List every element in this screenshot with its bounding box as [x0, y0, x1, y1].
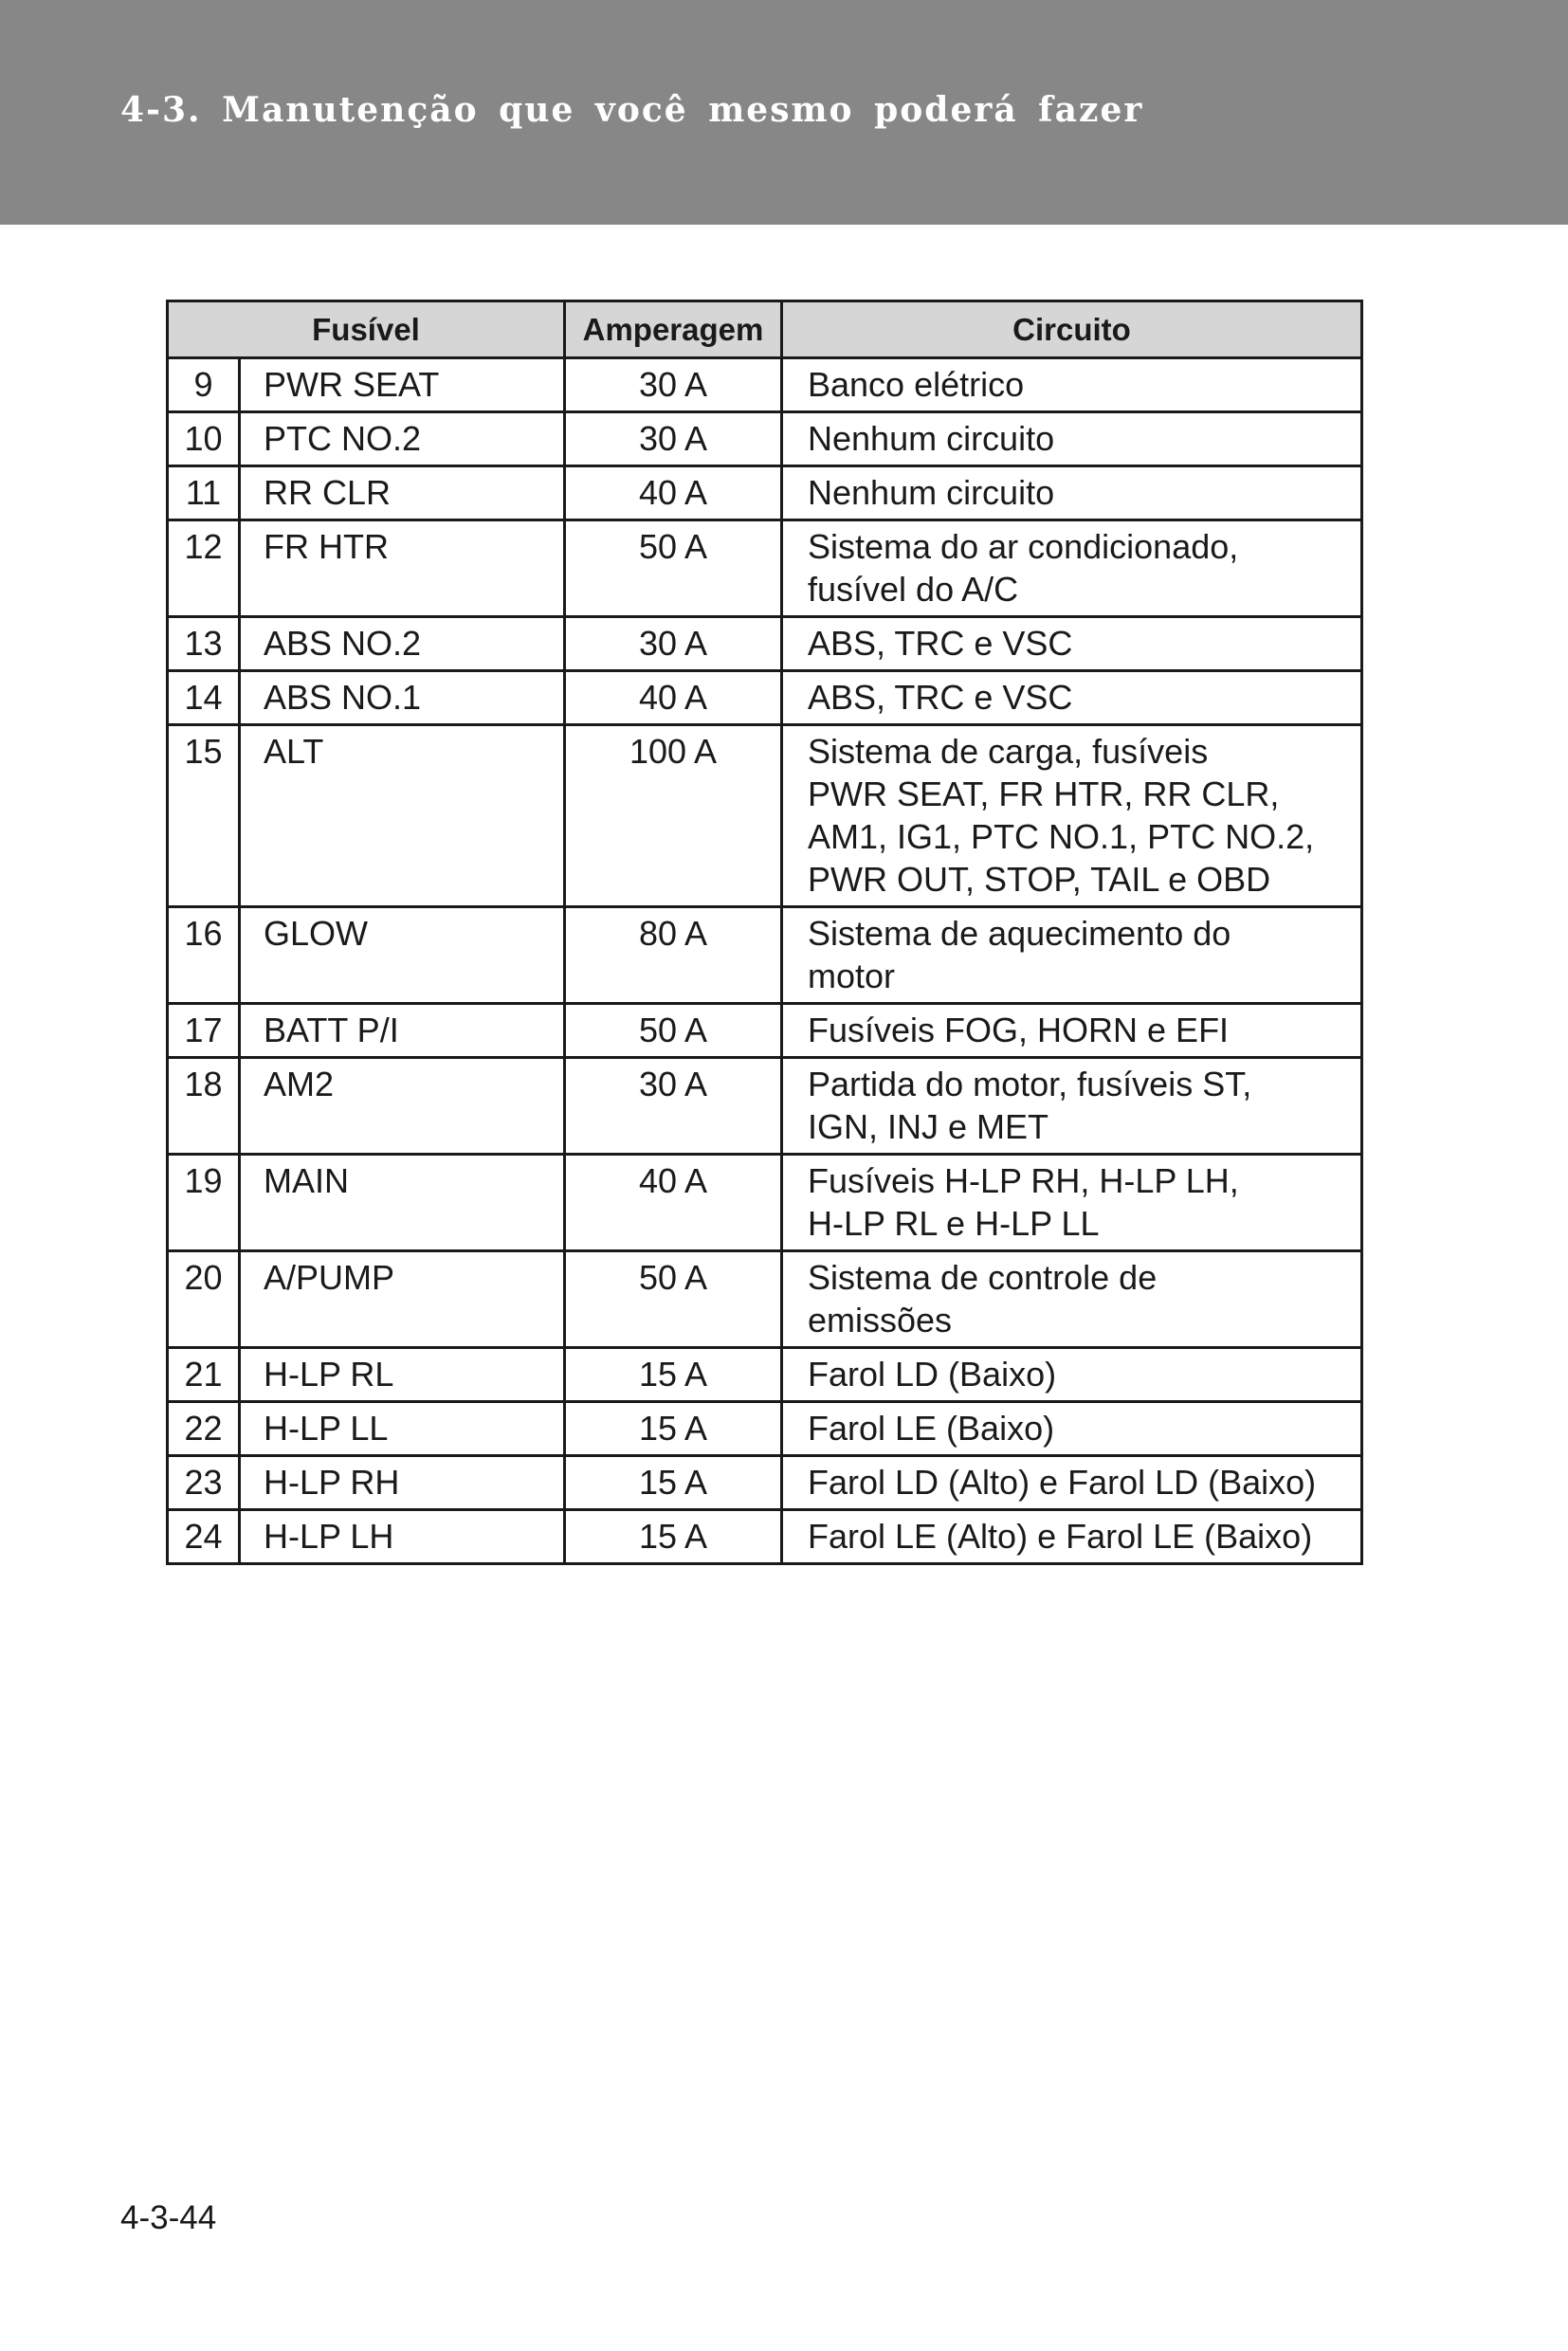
- circuit-line: Partida do motor, fusíveis ST,: [808, 1065, 1252, 1103]
- amperage-cell: 15 A: [565, 1510, 782, 1564]
- amperage-cell: 40 A: [565, 466, 782, 520]
- table-row: [168, 1456, 1362, 1510]
- amperage-cell: 80 A: [565, 907, 782, 1004]
- fuse-table: [166, 300, 1363, 1565]
- circuit-line: Farol LE (Alto) e Farol LE (Baixo): [808, 1517, 1313, 1556]
- fuse-name-cell: H-LP RH: [240, 1456, 565, 1510]
- fuse-name-cell: PWR SEAT: [240, 358, 565, 412]
- amperage-cell: 30 A: [565, 1058, 782, 1155]
- circuit-line: PWR SEAT, FR HTR, RR CLR,: [808, 775, 1280, 813]
- fuse-number-cell: 24: [168, 1510, 240, 1564]
- fuse-name-cell: ALT: [240, 725, 565, 907]
- circuit-line: emissões: [808, 1301, 953, 1340]
- circuit-cell: [782, 1251, 1362, 1348]
- circuit-cell: [782, 358, 1362, 412]
- circuit-cell: [782, 725, 1362, 907]
- table-body: [168, 358, 1362, 1564]
- circuit-cell: [782, 907, 1362, 1004]
- fuse-name-cell: GLOW: [240, 907, 565, 1004]
- fuse-number-cell: 16: [168, 907, 240, 1004]
- fuse-name-cell: BATT P/I: [240, 1004, 565, 1058]
- amperage-cell: 30 A: [565, 358, 782, 412]
- circuit-line: Fusíveis H-LP RH, H-LP LH,: [808, 1161, 1239, 1200]
- fuse-number-cell: 20: [168, 1251, 240, 1348]
- circuit-line: Fusíveis FOG, HORN e EFI: [808, 1011, 1230, 1049]
- amperage-cell: 50 A: [565, 1004, 782, 1058]
- fuse-number-cell: 14: [168, 671, 240, 725]
- fuse-name-cell: ABS NO.1: [240, 671, 565, 725]
- circuit-line: PWR OUT, STOP, TAIL e OBD: [808, 860, 1271, 899]
- amperage-cell: 40 A: [565, 671, 782, 725]
- fuse-name-cell: A/PUMP: [240, 1251, 565, 1348]
- fuse-name-cell: ABS NO.2: [240, 617, 565, 671]
- column-header-fuse: Fusível: [168, 301, 565, 358]
- circuit-line: H-LP RL e H-LP LL: [808, 1204, 1100, 1243]
- circuit-line: Banco elétrico: [808, 365, 1025, 404]
- table-row: [168, 1251, 1362, 1348]
- circuit-line: ABS, TRC e VSC: [808, 678, 1073, 717]
- fuse-number-cell: 23: [168, 1456, 240, 1510]
- circuit-line: ABS, TRC e VSC: [808, 624, 1073, 663]
- circuit-cell: [782, 1058, 1362, 1155]
- fuse-number-cell: 10: [168, 412, 240, 466]
- section-title: 4-3. Manutenção que você mesmo poderá fazer: [120, 90, 1144, 130]
- circuit-line: IGN, INJ e MET: [808, 1107, 1049, 1146]
- fuse-name-cell: AM2: [240, 1058, 565, 1155]
- amperage-cell: 30 A: [565, 412, 782, 466]
- circuit-line: Sistema de carga, fusíveis: [808, 732, 1209, 771]
- column-header-amperage: Amperagem: [565, 301, 782, 358]
- fuse-name-cell: PTC NO.2: [240, 412, 565, 466]
- fuse-number-cell: 22: [168, 1402, 240, 1456]
- amperage-cell: 15 A: [565, 1456, 782, 1510]
- circuit-cell: [782, 1510, 1362, 1564]
- amperage-cell: 30 A: [565, 617, 782, 671]
- circuit-cell: [782, 1004, 1362, 1058]
- fuse-name-cell: H-LP RL: [240, 1348, 565, 1402]
- circuit-line: Nenhum circuito: [808, 473, 1055, 512]
- table-header-row: [168, 301, 1362, 358]
- circuit-line: motor: [808, 957, 896, 995]
- table-row: [168, 1058, 1362, 1155]
- table-row: [168, 1510, 1362, 1564]
- page-number: 4-3-44: [120, 2199, 217, 2236]
- circuit-line: Sistema de controle de: [808, 1258, 1158, 1297]
- amperage-cell: 15 A: [565, 1402, 782, 1456]
- circuit-line: Sistema de aquecimento do: [808, 914, 1231, 953]
- circuit-line: fusível do A/C: [808, 570, 1019, 609]
- table-row: [168, 725, 1362, 907]
- fuse-number-cell: 21: [168, 1348, 240, 1402]
- circuit-line: Farol LE (Baixo): [808, 1409, 1055, 1448]
- circuit-cell: [782, 520, 1362, 617]
- circuit-cell: [782, 1456, 1362, 1510]
- fuse-number-cell: 11: [168, 466, 240, 520]
- table-row: [168, 358, 1362, 412]
- table-row: [168, 617, 1362, 671]
- circuit-cell: [782, 1348, 1362, 1402]
- circuit-cell: [782, 671, 1362, 725]
- table-row: [168, 1004, 1362, 1058]
- circuit-cell: [782, 466, 1362, 520]
- fuse-name-cell: MAIN: [240, 1155, 565, 1251]
- table-row: [168, 466, 1362, 520]
- fuse-number-cell: 17: [168, 1004, 240, 1058]
- fuse-number-cell: 19: [168, 1155, 240, 1251]
- column-header-circuit: Circuito: [782, 301, 1362, 358]
- fuse-number-cell: 15: [168, 725, 240, 907]
- circuit-line: Nenhum circuito: [808, 419, 1055, 458]
- circuit-cell: [782, 412, 1362, 466]
- table-row: [168, 1348, 1362, 1402]
- fuse-name-cell: FR HTR: [240, 520, 565, 617]
- fuse-number-cell: 13: [168, 617, 240, 671]
- fuse-number-cell: 18: [168, 1058, 240, 1155]
- fuse-number-cell: 9: [168, 358, 240, 412]
- table-row: [168, 1155, 1362, 1251]
- amperage-cell: 100 A: [565, 725, 782, 907]
- amperage-cell: 15 A: [565, 1348, 782, 1402]
- section-header-band: [0, 0, 1568, 225]
- amperage-cell: 40 A: [565, 1155, 782, 1251]
- table-row: [168, 520, 1362, 617]
- table-row: [168, 671, 1362, 725]
- table-row: [168, 907, 1362, 1004]
- circuit-cell: [782, 617, 1362, 671]
- circuit-line: Farol LD (Baixo): [808, 1355, 1057, 1394]
- fuse-number-cell: 12: [168, 520, 240, 617]
- circuit-line: Farol LD (Alto) e Farol LD (Baixo): [808, 1463, 1317, 1502]
- table-row: [168, 412, 1362, 466]
- circuit-line: AM1, IG1, PTC NO.1, PTC NO.2,: [808, 817, 1315, 856]
- amperage-cell: 50 A: [565, 520, 782, 617]
- circuit-line: Sistema do ar condicionado,: [808, 527, 1239, 566]
- circuit-cell: [782, 1155, 1362, 1251]
- fuse-name-cell: RR CLR: [240, 466, 565, 520]
- fuse-name-cell: H-LP LL: [240, 1402, 565, 1456]
- amperage-cell: 50 A: [565, 1251, 782, 1348]
- table-row: [168, 1402, 1362, 1456]
- circuit-cell: [782, 1402, 1362, 1456]
- fuse-name-cell: H-LP LH: [240, 1510, 565, 1564]
